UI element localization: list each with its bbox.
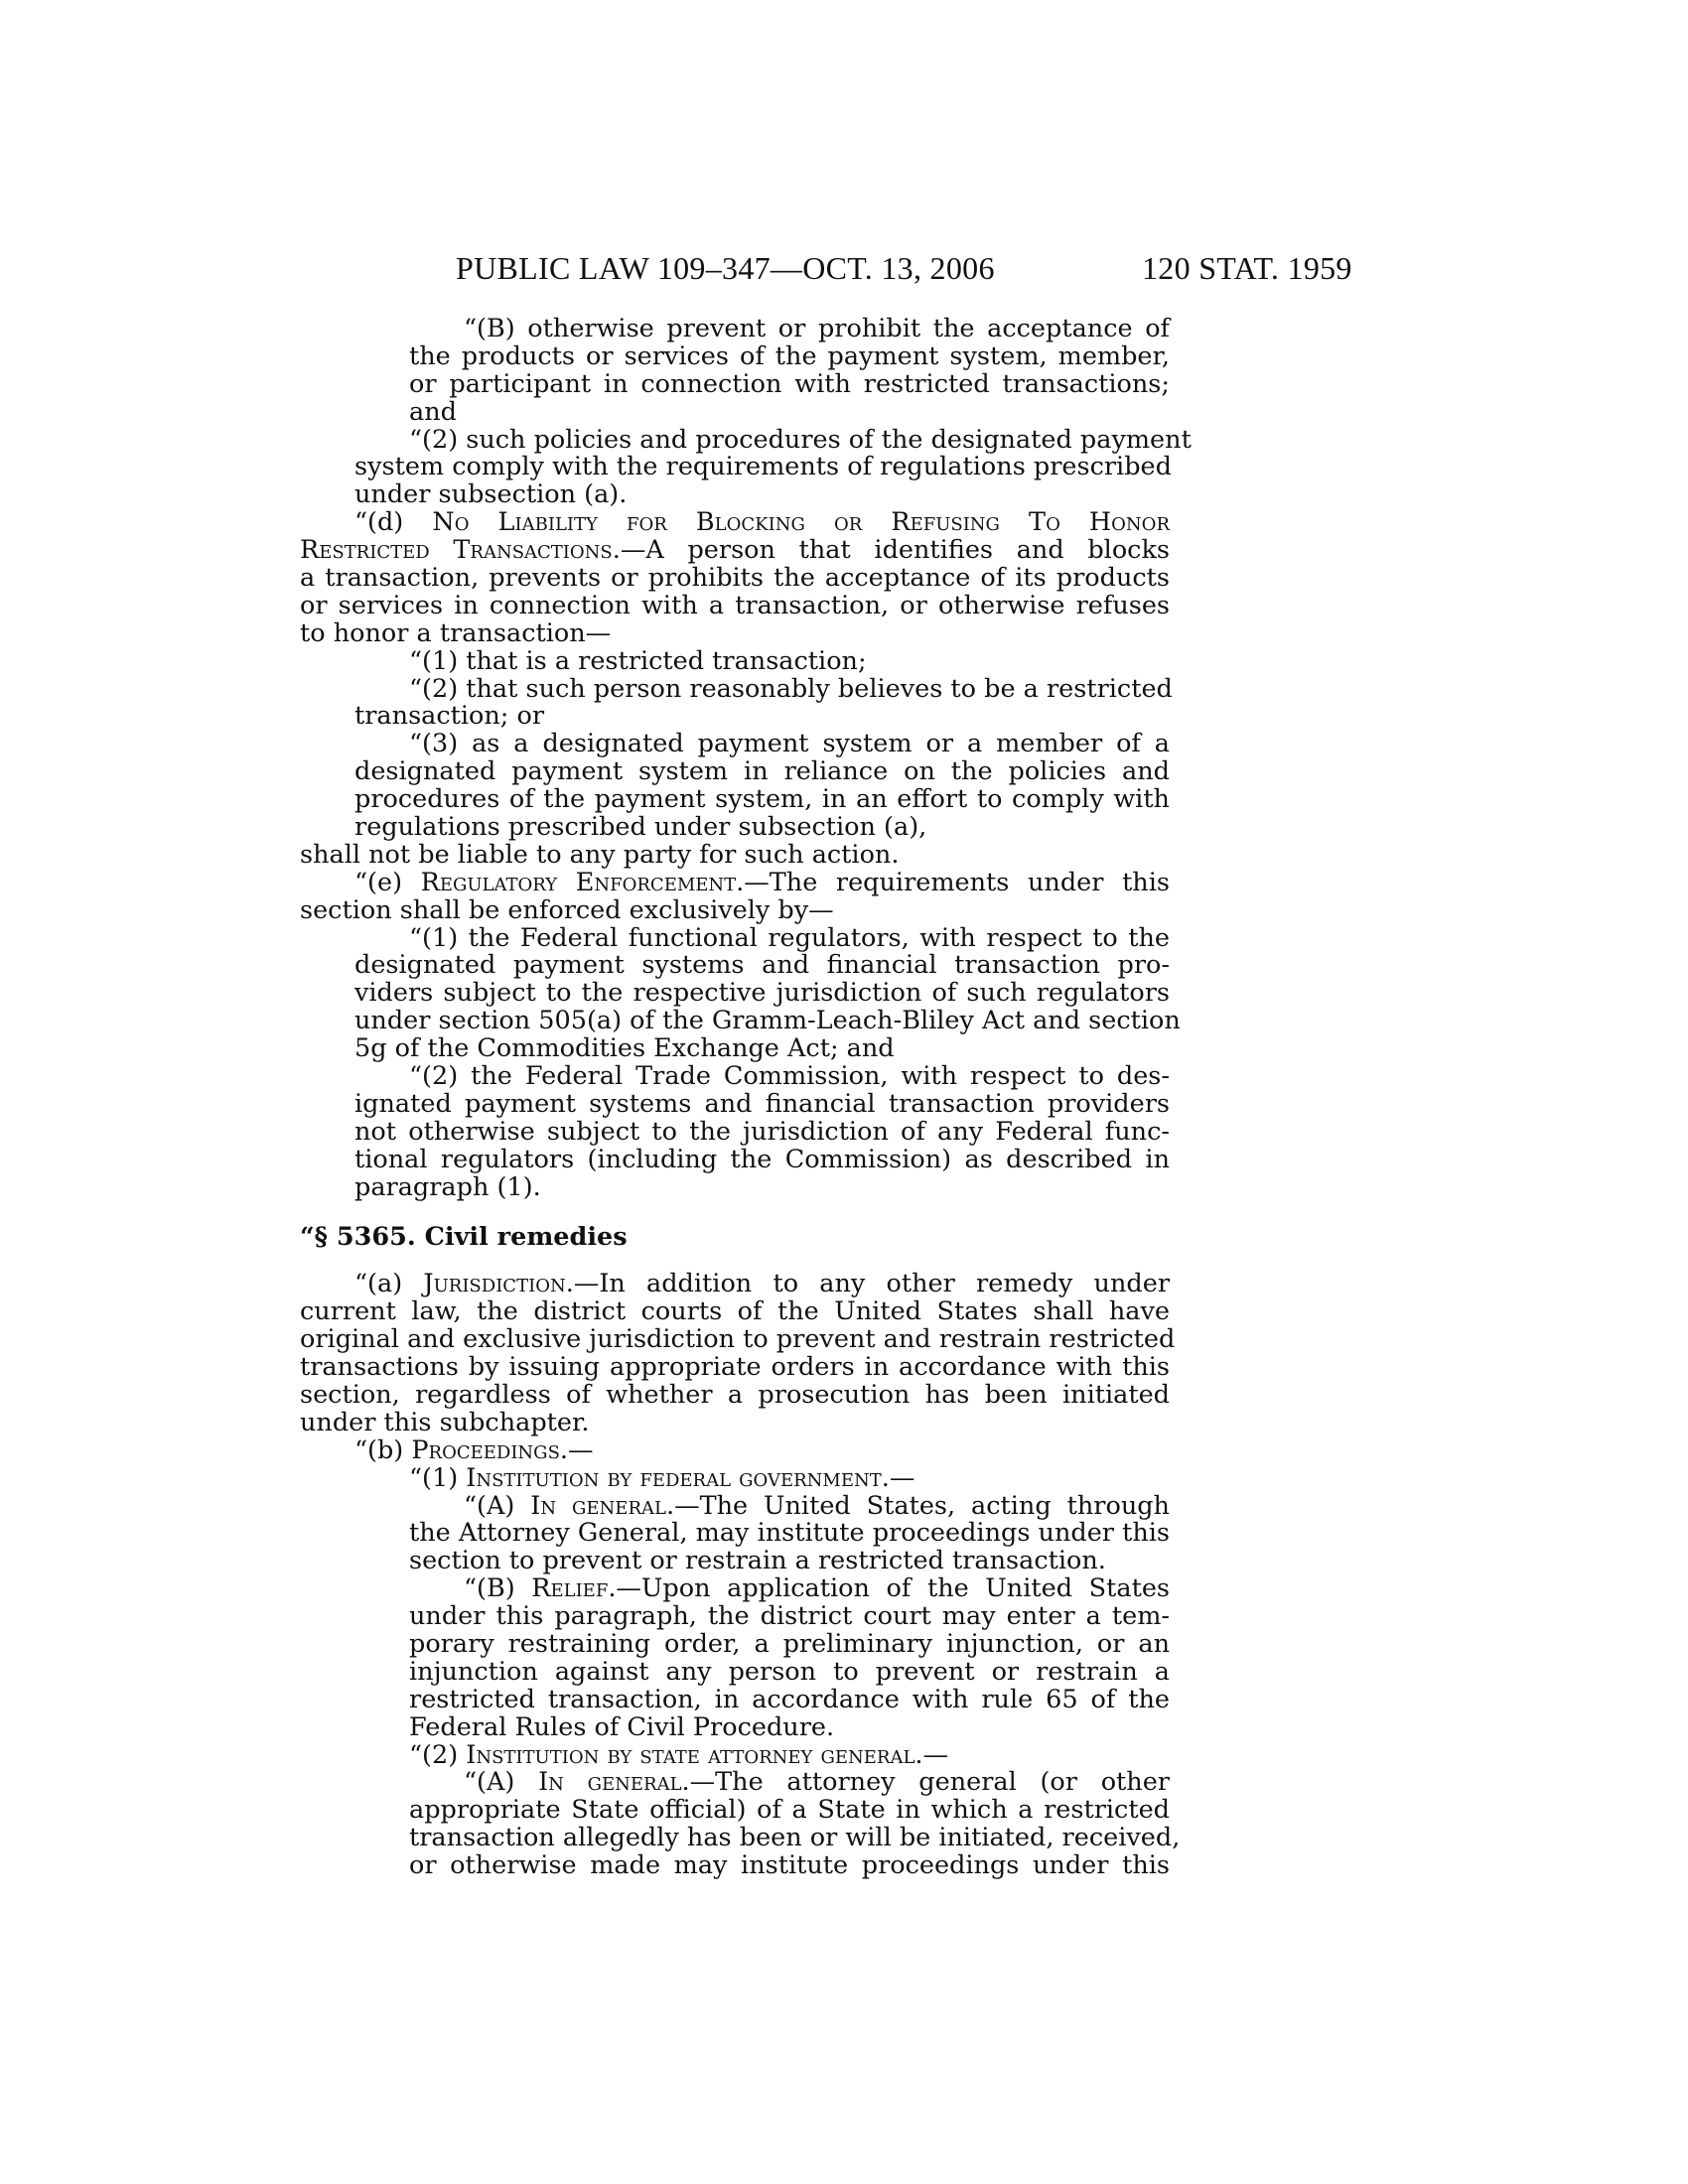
text-line: shall not be liable to any party for such action. [300, 839, 900, 870]
text-line: under this subchapter. [300, 1407, 590, 1437]
text-line: to honor a transaction— [300, 617, 612, 648]
text-line: designated payment system in reliance on the policies and [354, 756, 1170, 787]
text-line: the products or services of the payment system, member, [409, 341, 1170, 371]
text-line: under section 505(a) of the Gramm-Leach-Bliley Act and section [354, 1006, 1181, 1036]
text-line: transactions by issuing appropriate orders in accordance with this [300, 1352, 1170, 1383]
subsection-a-heading: “(a) Jurisdiction.—In addition to any other remedy under [354, 1269, 1171, 1299]
text-line: procedures of the payment system, in an effort to comply with [354, 784, 1170, 815]
subsection-b-heading: “(b) Proceedings.— [354, 1434, 594, 1465]
page-citation: 120 STAT. 1959 [1142, 250, 1352, 286]
text-line: tional regulators (including the Commission) as described in [354, 1144, 1170, 1174]
subparagraph-heading: “(A) In general.—The United States, acting through [464, 1490, 1170, 1521]
text-line: Restricted Transactions.—A person that identifies and blocks [300, 535, 1170, 566]
text-line: transaction; or [354, 701, 545, 732]
text-line: system comply with the requirements of regulations prescribed [354, 452, 1172, 482]
text-line: Federal Rules of Civil Procedure. [409, 1711, 835, 1742]
text-line: under this paragraph, the district court may enter a tem- [409, 1601, 1170, 1632]
text-line: “(2) that such person reasonably believes to be a restricted [409, 673, 1173, 704]
paragraph-heading: “(2) Institution by state attorney general.— [409, 1739, 949, 1770]
text-line: or services in connection with a transaction, or otherwise refuses [300, 590, 1170, 620]
text-line: or participant in connection with restricted transactions; [409, 368, 1170, 399]
subparagraph-heading: “(B) Relief.—Upon application of the United States [464, 1573, 1170, 1604]
subsection-d-heading: “(d) No Liability for Blocking or Refusing To Honor [354, 507, 1170, 538]
text-line: “(2) such policies and procedures of the designated payment [409, 424, 1192, 455]
text-line: designated payment systems and financial transaction pro- [354, 950, 1170, 981]
text-line: 5g of the Commodities Exchange Act; and [354, 1033, 895, 1064]
text-line: “(1) the Federal functional regulators, with respect to the [409, 922, 1170, 953]
subsection-e-heading: “(e) Regulatory Enforcement.—The requirements under this [354, 867, 1170, 897]
running-header: PUBLIC LAW 109–347—OCT. 13, 2006 [456, 250, 995, 286]
text-line: the Attorney General, may institute proceedings under this [409, 1518, 1170, 1549]
text-line: paragraph (1). [354, 1171, 541, 1202]
paragraph-heading: “(1) Institution by federal government.— [409, 1462, 915, 1493]
text-line: under subsection (a). [354, 479, 628, 510]
text-line: section to prevent or restrain a restricted transaction. [409, 1546, 1106, 1576]
text-line: viders subject to the respective jurisdiction of such regulators [354, 978, 1170, 1009]
text-line: restricted transaction, in accordance with rule 65 of the [409, 1684, 1170, 1714]
text-line: “(2) the Federal Trade Commission, with respect to des- [409, 1061, 1170, 1092]
section-heading: “§ 5365. Civil remedies [300, 1221, 628, 1252]
subparagraph-heading: “(A) In general.—The attorney general (or other [464, 1767, 1170, 1798]
text-line: porary restraining order, a preliminary injunction, or an [409, 1628, 1170, 1659]
text-line: section, regardless of whether a prosecution has been initiated [300, 1379, 1170, 1410]
text-line: appropriate State official) of a State in which a restricted [409, 1795, 1170, 1826]
text-line: a transaction, prevents or prohibits the acceptance of its products [300, 563, 1170, 594]
text-line: transaction allegedly has been or will be initiated, received, [409, 1823, 1181, 1853]
document-body [300, 314, 1192, 1881]
text-line: injunction against any person to prevent or restrain a [409, 1656, 1170, 1687]
text-line: ignated payment systems and financial transaction providers [354, 1088, 1170, 1119]
text-line: current law, the district courts of the United States shall have [300, 1297, 1170, 1327]
text-line: section shall be enforced exclusively by— [300, 894, 834, 925]
text-line: regulations prescribed under subsection (a), [354, 812, 927, 843]
text-line: “(3) as a designated payment system or a member of a [409, 729, 1170, 759]
text-line: or otherwise made may institute proceedings under this [409, 1850, 1170, 1881]
text-line: “(1) that is a restricted transaction; [409, 645, 867, 676]
text-line: original and exclusive jurisdiction to prevent and restrain restricted [300, 1324, 1176, 1355]
text-line: “(B) otherwise prevent or prohibit the acceptance of [464, 314, 1170, 343]
text-line: and [409, 396, 457, 427]
text-line: not otherwise subject to the jurisdiction of any Federal func- [354, 1116, 1170, 1147]
